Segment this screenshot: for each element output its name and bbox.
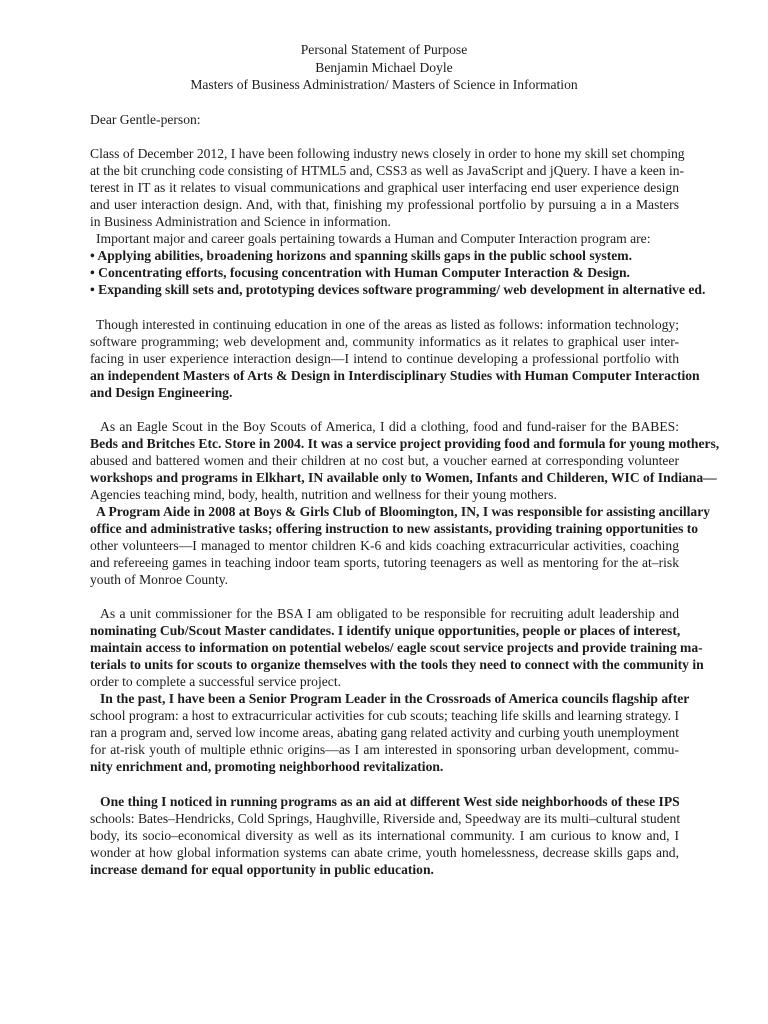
paragraph-line: increase demand for equal opportunity in public education. — [90, 862, 434, 877]
goal-bullet: • Concentrating efforts, focusing concentration with Human Computer Interaction & Design. — [90, 265, 630, 280]
paragraph-line: youth of Monroe County. — [90, 572, 229, 587]
document-title: Personal Statement of Purpose — [300, 42, 468, 57]
paragraph-line: and refereeing games in teaching indoor team sports, tutoring teenagers as well as mentoring for the at–risk — [90, 555, 679, 570]
paragraph-line: Beds and Britches Etc. Store in 2004. It was a service project providing food and formula for young mothers, — [90, 436, 720, 451]
paragraph-line: for at-risk youth of multiple ethnic origins—as I am interested in sponsoring urban development, commu- — [90, 742, 679, 757]
paragraph-line: As a unit commissioner for the BSA I am obligated to be responsible for recruiting adult leadership and — [100, 606, 679, 621]
paragraph-line: facing in user experience interaction design—I intend to continue developing a professional portfolio with — [90, 351, 679, 366]
paragraph-line: in Business Administration and Science in information. — [90, 214, 391, 229]
paragraph-line: In the past, I have been a Senior Program Leader in the Crossroads of America councils flagship after — [100, 691, 690, 706]
paragraph-line: and Design Engineering. — [90, 385, 233, 400]
paragraph-line: As an Eagle Scout in the Boy Scouts of America, I did a clothing, food and fund-raiser for the BABES: — [100, 419, 679, 434]
paragraph-line: terials to units for scouts to organize themselves with the tools they need to connect with the community in — [90, 657, 704, 672]
paragraph-line: A Program Aide in 2008 at Boys & Girls Club of Bloomington, IN, I was responsible for assisting ancillary — [96, 504, 711, 519]
paragraph-line: nity enrichment and, promoting neighborhood revitalization. — [90, 759, 444, 774]
paragraph-line: body, its socio–economical diversity as well as its international community. I am curious to know and, I — [90, 828, 679, 843]
paragraph-line: schools: Bates–Hendricks, Cold Springs, Haughville, Riverside and, Speedway are its multi–cultural student — [90, 811, 681, 826]
paragraph-line: Class of December 2012, I have been following industry news closely in order to hone my skill set chomping — [90, 146, 685, 161]
paragraph-line: workshops and programs in Elkhart, IN available only to Women, Infants and Childeren, WIC of Indiana— — [90, 470, 717, 485]
salutation: Dear Gentle-person: — [90, 112, 201, 127]
paragraph-line: software programming; web development and, community informatics as it relates to graphical user inter- — [90, 334, 679, 349]
author-name: Benjamin Michael Doyle — [315, 60, 453, 75]
paragraph-line: and user interaction design. And, with that, finishing my professional portfolio by pursuing a in a Masters — [90, 197, 679, 212]
paragraph-line: Important major and career goals pertaining towards a Human and Computer Interaction program are: — [96, 231, 651, 246]
paragraph-line: ran a program and, served low income areas, abating gang related activity and curbing youth unemployment — [90, 725, 679, 740]
degree-program: Masters of Business Administration/ Masters of Science in Information — [190, 77, 578, 92]
paragraph-line: terest in IT as it relates to visual communications and graphical user interfacing end user experience design — [90, 180, 679, 195]
paragraph-line: Agencies teaching mind, body, health, nutrition and wellness for their young mothers. — [90, 487, 557, 502]
paragraph-line: abused and battered women and their children at no cost but, a voucher earned at corresponding volunteer — [90, 453, 679, 468]
goal-bullet: • Applying abilities, broadening horizons and spanning skills gaps in the public school system. — [90, 248, 632, 263]
paragraph-line: One thing I noticed in running programs as an aid at different West side neighborhoods of these IPS — [100, 794, 680, 809]
goal-bullet: • Expanding skill sets and, prototyping devices software programming/ web development in alternative ed. — [90, 282, 706, 297]
paragraph-line: wonder at how global information systems can abate crime, youth homelessness, decrease skills gaps and, — [90, 845, 679, 860]
paragraph-line: Though interested in continuing education in one of the areas as listed as follows: information technology; — [96, 317, 679, 332]
paragraph-line: nominating Cub/Scout Master candidates. I identify unique opportunities, people or places of interest, — [90, 623, 681, 638]
paragraph-line: school program: a host to extracurricular activities for cub scouts; teaching life skills and learning strategy. I — [90, 708, 679, 723]
paragraph-line: maintain access to information on potential webelos/ eagle scout service projects and provide training ma- — [90, 640, 703, 655]
paragraph-line: order to complete a successful service project. — [90, 674, 341, 689]
paragraph-line: an independent Masters of Arts & Design in Interdisciplinary Studies with Human Computer Interaction — [90, 368, 700, 383]
paragraph-line: other volunteers—I managed to mentor children K-6 and kids coaching extracurricular activities, coaching — [90, 538, 679, 553]
paragraph-line: office and administrative tasks; offering instruction to new assistants, providing training opportunities to — [90, 521, 699, 536]
paragraph-line: at the bit crunching code consisting of HTML5 and, CSS3 as well as JavaScript and jQuery. I have a keen in- — [90, 163, 685, 178]
